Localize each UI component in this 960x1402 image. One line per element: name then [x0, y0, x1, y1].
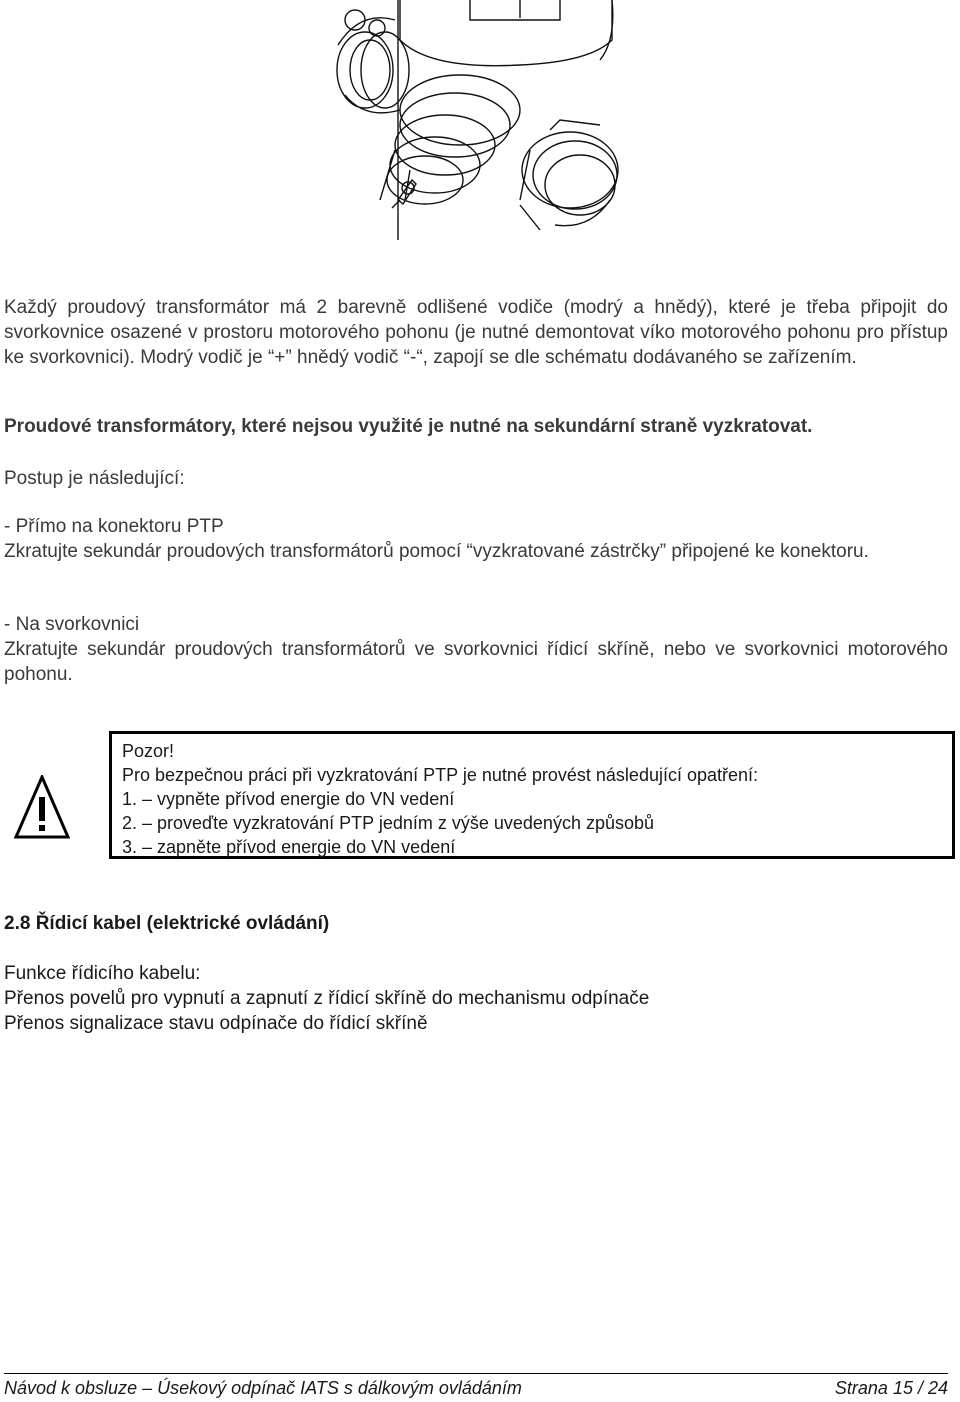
- warning-triangle-icon: [14, 775, 70, 839]
- section-body: [4, 961, 649, 1036]
- procedure-label: Postup je následující:: [4, 468, 185, 489]
- section-line: Funkce řídicího kabelu:: [4, 963, 201, 984]
- section-heading: 2.8 Řídicí kabel (elektrické ovládání): [4, 913, 330, 934]
- option-connector-text: Zkratujte sekundár proudových transformátorů pomocí “vyzkratované zástrčky” připojené ke konektoru.: [4, 541, 869, 562]
- footer-title: Návod k obsluze – Úsekový odpínač IATS s dálkovým ovládáním: [4, 1378, 522, 1398]
- short-circuit-note: Proudové transformátory, které nejsou využité je nutné na sekundární straně vyzkratovat.: [4, 416, 813, 437]
- warning-step: 2. – proveďte vyzkratování PTP jedním z výše uvedených způsobů: [122, 813, 655, 833]
- warning-step: 1. – vypněte přívod energie do VN vedení: [122, 789, 455, 809]
- section-line: Přenos povelů pro vypnutí a zapnutí z řídicí skříně do mechanismu odpínače: [4, 988, 650, 1009]
- warning-title: Pozor!: [122, 741, 175, 761]
- warning-line: Pro bezpečnou práci při vyzkratování PTP je nutné provést následující opatření:: [122, 765, 759, 785]
- option-terminal-title: - Na svorkovnici: [4, 614, 140, 635]
- intro-paragraph: Každý proudový transformátor má 2 barevně odlišené vodiče (modrý a hnědý), které je třeba připojit do svorkovnice osazené v prostoru motorového pohonu (je nutné demontovat víko motorového pohonu pro přístup ke svorkovnici). Modrý vodič je “+” hnědý vodič “-“, zapojí se dle schématu dodávaného se zařízením.: [4, 297, 948, 368]
- bushing-drawing: [0, 0, 960, 250]
- option-terminal: [4, 612, 948, 687]
- page-footer: [4, 1373, 948, 1399]
- option-connector-title: - Přímo na konektoru PTP: [4, 516, 224, 537]
- option-terminal-text: Zkratujte sekundár proudových transformátorů ve svorkovnici řídicí skříně, nebo ve svorkovnici motorového pohonu.: [4, 639, 948, 685]
- warning-step: 3. – zapněte přívod energie do VN vedení: [122, 837, 456, 857]
- page-number: Strana 15 / 24: [834, 1378, 948, 1398]
- warning-box: [109, 731, 955, 859]
- section-line: Přenos signalizace stavu odpínače do řídicí skříně: [4, 1013, 428, 1034]
- option-connector: [4, 514, 948, 564]
